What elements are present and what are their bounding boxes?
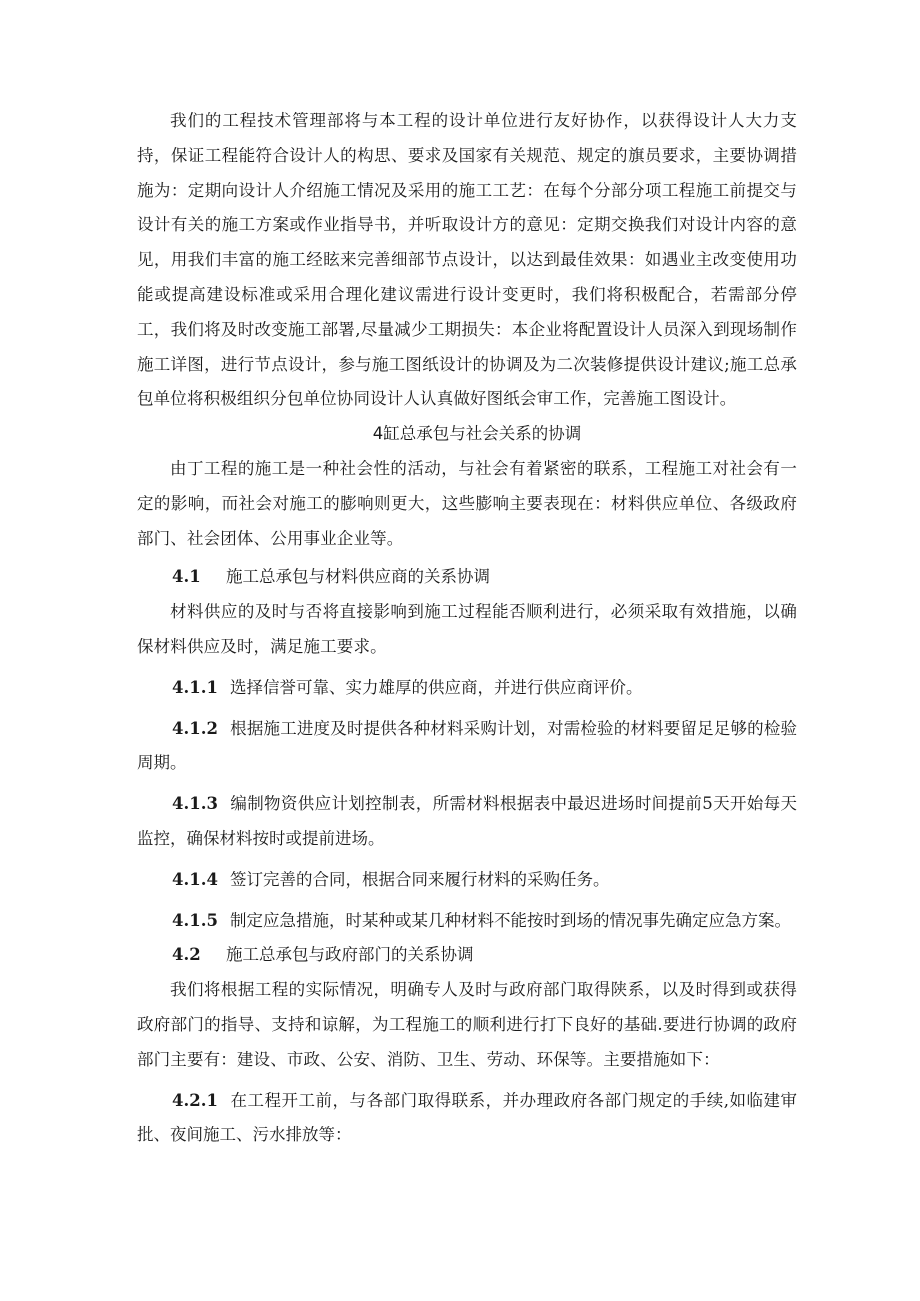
item-text: 根据施工进度及时提供各种材料采购计划，对需检验的材料要留足足够的检验周期。 [137,718,797,773]
item-text: 选择信誉可靠、实力雄厚的供应商，并进行供应商评价。 [230,677,643,697]
item-text: 编制物资供应计划控制表，所需材料根据表中最迟进场时间提前5天开始每天监控，确保材料按时或提前进场。 [137,794,797,848]
list-item-4-1-1 [137,671,797,706]
section-heading-4: 4缸总承包与社会关系的协调 [372,424,582,444]
section-title: 施工总承包与政府部门的关系协调 [226,945,474,965]
section-number: 4.2 [172,945,201,965]
item-text: 制定应急措施，时某种或某几种材料不能按时到场的情况事先确定应急方案。 [230,910,791,930]
section-heading-4-1 [137,560,797,595]
section-heading-4-2 [137,938,797,973]
item-text: 在工程开工前，与各部门取得联系，并办理政府各部门规定的手续,如临建审批、夜间施工、污水排放等： [137,1090,797,1145]
item-number: 4.2.1 [172,1090,218,1110]
item-number: 4.1.5 [172,910,218,930]
item-number: 4.1.3 [172,794,218,814]
item-number: 4.1.4 [172,869,218,889]
paragraph-social-relations: 由丁工程的施工是一种社会性的活动，与社会有着紧密的联系，工程施工对社会有一定的影响，而社会对施工的膨响则更大，这些膨响主要表现在：材料供应单位、各级政府部门、社会团体、公用事业企业等。 [137,458,797,548]
item-text: 签订完善的合同，根据合同来履行材料的采购任务。 [230,869,610,889]
list-item-4-1-3 [137,787,797,857]
list-item-4-1-4 [137,863,797,898]
item-number: 4.1.1 [172,677,218,697]
document-page [137,104,797,1153]
paragraph-government-relations: 我们将根据工程的实际情况，明确专人及时与政府部门取得陕系，以及时得到或获得政府部门的指导、支持和谅解，为工程施工的顺利进行打下良好的基础.要进行协调的政府部门主要有：建设、市政、公安、消防、卫生、劳动、环保等。主要措施如下： [137,980,797,1069]
section-title: 施工总承包与材料供应商的关系协调 [226,567,490,587]
list-item-4-2-1 [137,1084,797,1154]
list-item-4-1-2 [137,712,797,782]
section-number: 4.1 [172,567,201,587]
paragraph-design-coordination: 我们的工程技术管理部将与本工程的设计单位进行友好协作，以获得设计人大力支持，保证工程能符合设计人的构思、要求及国家有关规范、规定的旗员要求，主要协调措施为：定期向设计人介绍施工情况及采用的施工工艺：在每个分部分项工程施工前提交与设计有关的施工方案或作业指导书，并听取设计方的意见：定期交换我们对设计内容的意见，用我们丰富的施工经眩来完善细部节点设计，以达到最佳效果：如遇业主改变使用功能或提高建设标准或采用合理化建议需进行设计变更时，我们将积极配合，若需部分停工，我们将及时改变施工部署,尽量减少工期损失：本企业将配置设计人员深入到现场制作施工详图，进行节点设计，参与施工图纸设计的协调及为二次装修提供设计建议;施工总承包单位将积极组织分包单位协同设计人认真做好图纸会审工作，完善施工图设计。 [137,111,797,409]
paragraph-material-supply: 材料供应的及时与否将直接影响到施工过程能否顺利进行，必须采取有效措施，以确保材料供应及时，满足施工要求。 [137,602,797,656]
list-item-4-1-5 [137,904,797,939]
item-number: 4.1.2 [172,718,218,738]
